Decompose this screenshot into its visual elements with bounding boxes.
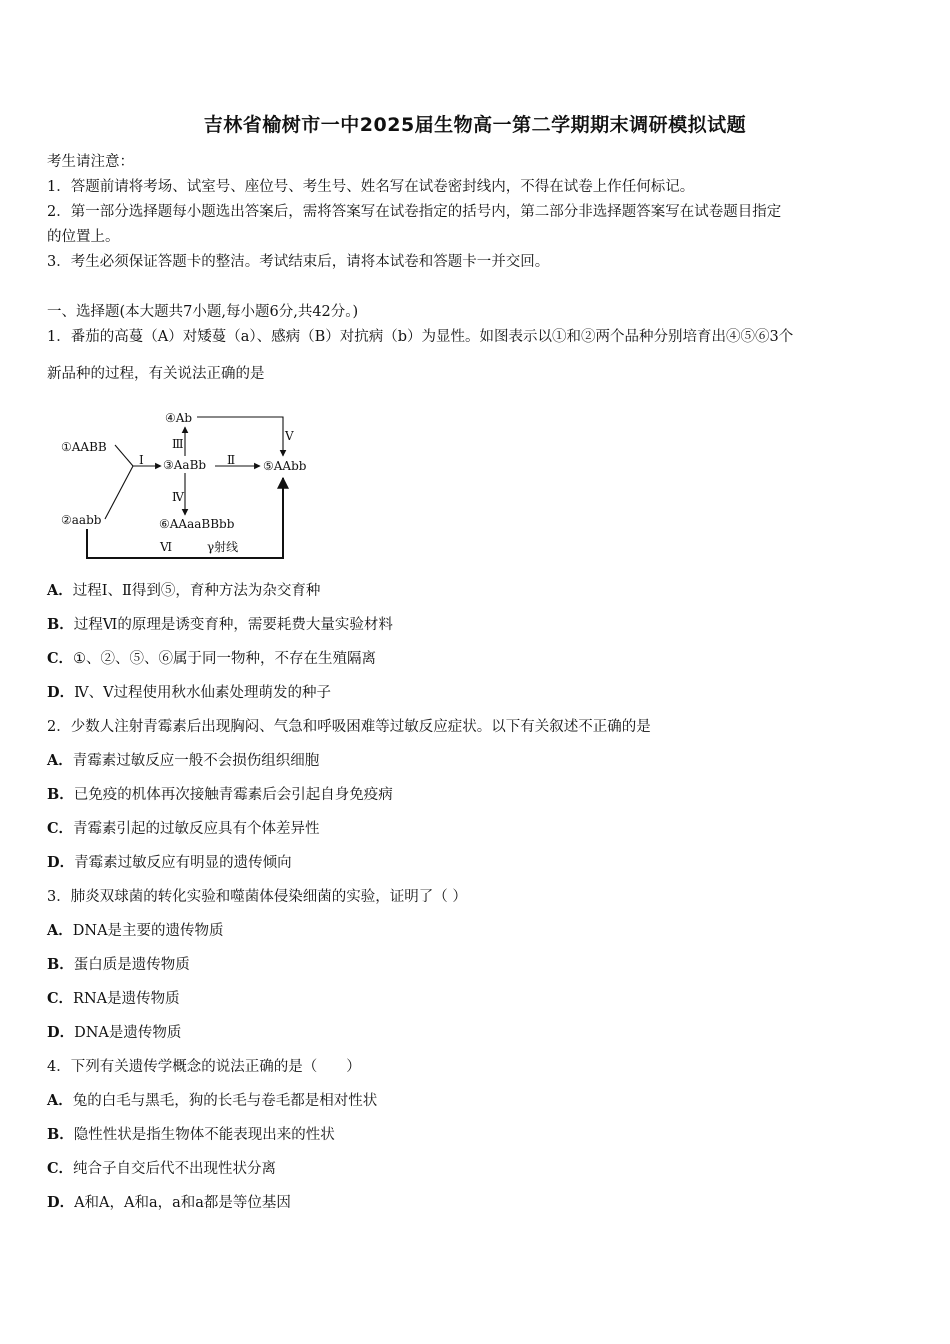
process-4-label: Ⅳ [172,490,184,504]
question-3-stem: 3．肺炎双球菌的转化实验和噬菌体侵染细菌的实验，证明了（ ） [47,889,467,905]
node-4: ④Ab [165,411,193,425]
notice-item: 1．答题前请将考场、试室号、座位号、考生号、姓名写在试卷密封线内，不得在试卷上作任何标记。 [47,179,695,195]
question-1-option-a[interactable]: A．过程Ⅰ、Ⅱ得到⑤，育种方法为杂交育种 [47,582,321,599]
question-3-option-b[interactable]: B．蛋白质是遗传物质 [47,956,190,973]
notice-item: 2．第一部分选择题每小题选出答案后，需将答案写在试卷指定的括号内，第二部分非选择题答案写在试卷题目指定 [47,204,782,220]
question-2-option-a[interactable]: A．青霉素过敏反应一般不会损伤组织细胞 [47,752,320,769]
question-2-option-c[interactable]: C．青霉素引起的过敏反应具有个体差异性 [47,820,320,837]
notice-heading: 考生请注意： [47,154,134,170]
node-6: ⑥AAaaBBbb [159,517,235,531]
breeding-diagram [47,398,317,568]
question-3-option-d[interactable]: D．DNA是遗传物质 [47,1024,182,1041]
process-1-label: Ⅰ [139,453,144,467]
node-2: ②aabb [61,513,102,527]
question-1-stem-cont: 新品种的过程，有关说法正确的是 [47,366,265,382]
question-2-option-d[interactable]: D．青霉素过敏反应有明显的遗传倾向 [47,854,292,871]
notice-item: 3．考生必须保证答题卡的整洁。考试结束后，请将本试卷和答题卡一并交回。 [47,254,550,270]
node-5: ⑤AAbb [263,459,307,473]
radiation-label: γ射线 [207,540,239,554]
question-1-option-d[interactable]: D．Ⅳ、Ⅴ过程使用秋水仙素处理萌发的种子 [47,684,332,701]
process-6-label: Ⅵ [160,540,173,554]
node-3: ③AaBb [163,458,207,472]
question-4-option-b[interactable]: B．隐性性状是指生物体不能表现出来的性状 [47,1126,335,1143]
question-1-stem: 1．番茄的高蔓（A）对矮蔓（a）、感病（B）对抗病（b）为显性。如图表示以①和②两个品种分别培育出④⑤⑥3个 [47,329,794,345]
section-heading: 一、选择题(本大题共7小题,每小题6分,共42分。) [47,304,359,320]
question-1-option-b[interactable]: B．过程Ⅵ的原理是诱变育种，需要耗费大量实验材料 [47,616,393,633]
process-3-label: Ⅲ [172,437,184,451]
question-4-option-c[interactable]: C．纯合子自交后代不出现性状分离 [47,1160,277,1177]
process-5-label: Ⅴ [285,429,294,443]
arrow-process-5 [197,417,283,456]
question-3-option-a[interactable]: A．DNA是主要的遗传物质 [47,922,224,939]
line-2-to-merge [105,466,133,519]
question-3-option-c[interactable]: C．RNA是遗传物质 [47,990,180,1007]
notice-item: 的位置上。 [47,229,120,245]
question-2-option-b[interactable]: B．已免疫的机体再次接触青霉素后会引起自身免疫病 [47,786,393,803]
page-title: 吉林省榆树市一中2025届生物高一第二学期期末调研模拟试题 [203,114,747,136]
line-1-to-merge [115,445,133,466]
process-2-label: Ⅱ [227,453,236,467]
question-4-option-a[interactable]: A．兔的白毛与黑毛，狗的长毛与卷毛都是相对性状 [47,1092,378,1109]
node-1: ①AABB [61,440,107,454]
question-2-stem: 2．少数人注射青霉素后出现胸闷、气急和呼吸困难等过敏反应症状。以下有关叙述不正确的是 [47,719,651,735]
question-4-option-d[interactable]: D．A和A，A和a，a和a都是等位基因 [47,1194,291,1211]
question-4-stem: 4．下列有关遗传学概念的说法正确的是（ ） [47,1059,361,1075]
question-1-option-c[interactable]: C．①、②、⑤、⑥属于同一物种，不存在生殖隔离 [47,650,377,667]
